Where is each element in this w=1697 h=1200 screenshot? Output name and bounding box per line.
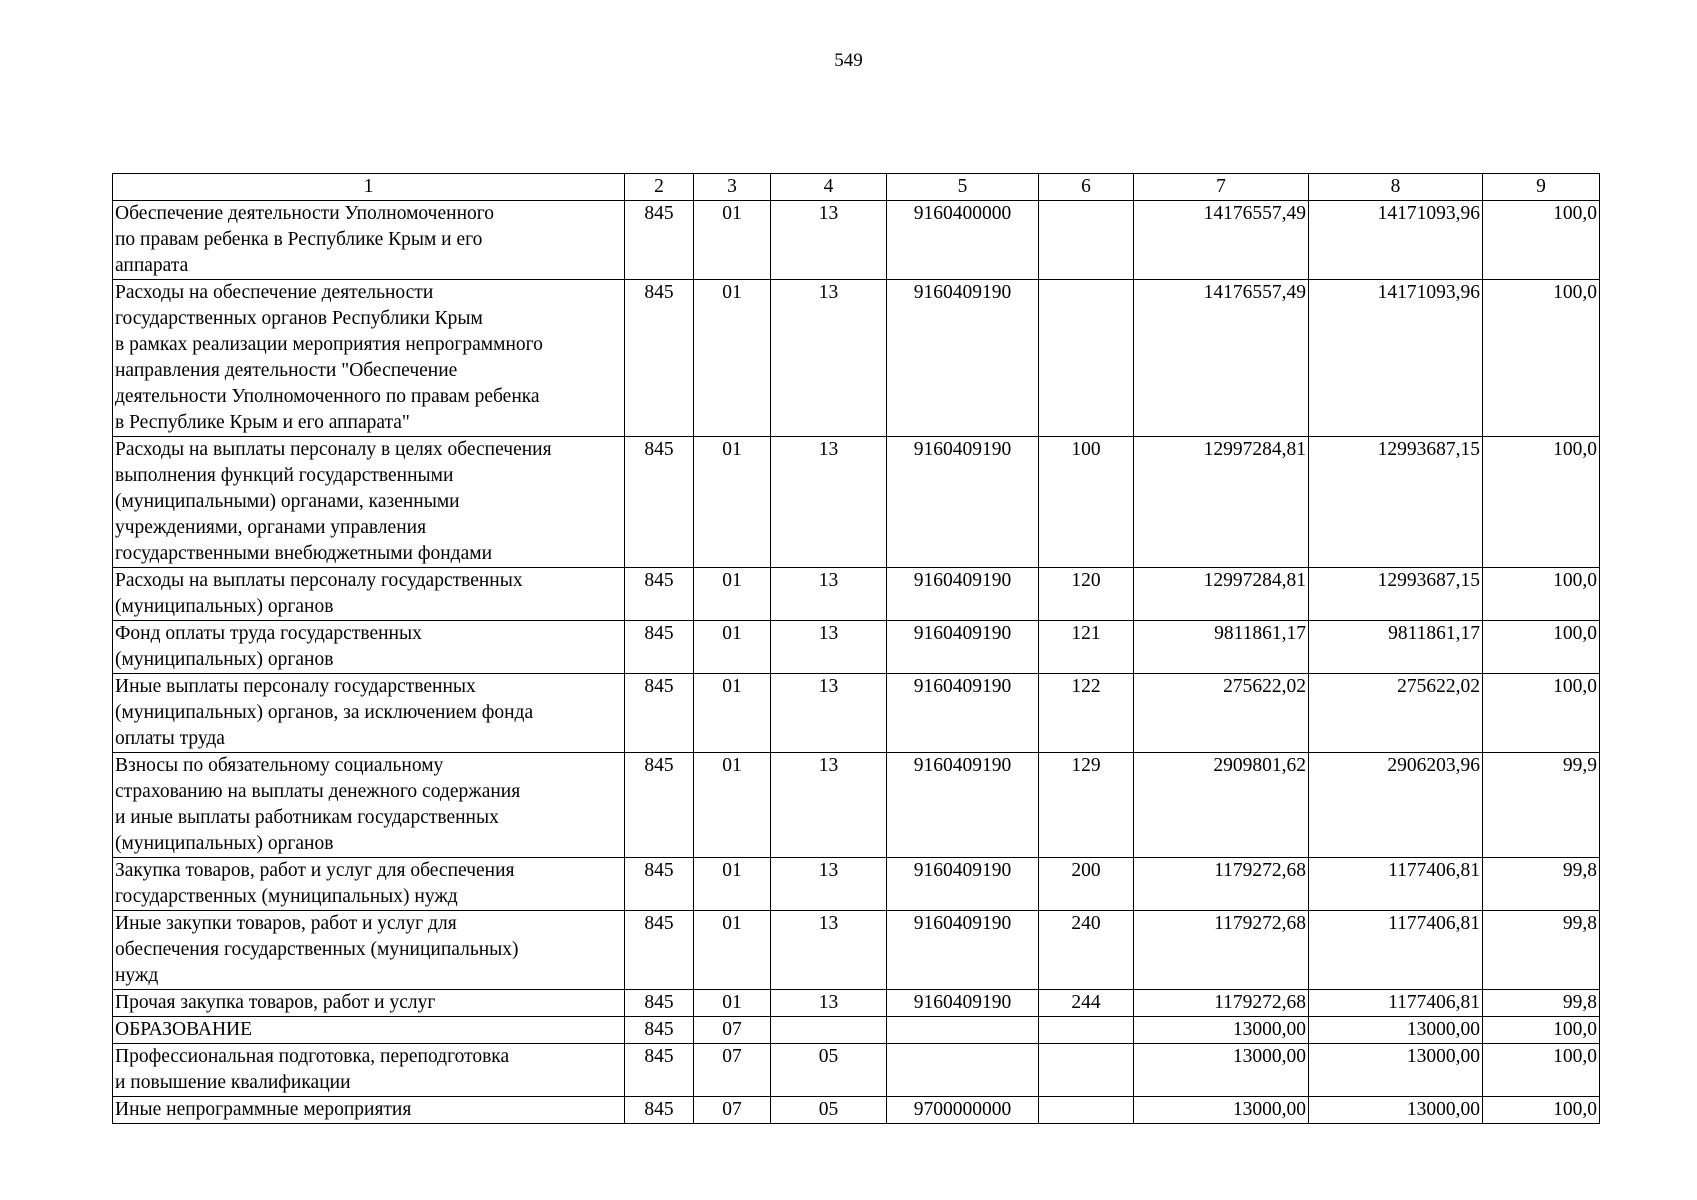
column-header: 9 — [1483, 174, 1600, 201]
row-description — [113, 1017, 625, 1044]
code-target-article: 9160400000 — [887, 201, 1039, 280]
description-line: и иные выплаты работникам государственных — [115, 807, 499, 828]
percent-executed: 100,0 — [1483, 674, 1600, 753]
code-subsection — [771, 1017, 887, 1044]
code-expense-type: 240 — [1039, 911, 1134, 990]
row-description — [113, 911, 625, 990]
table-row — [113, 201, 1600, 280]
code-section: 07 — [694, 1097, 771, 1124]
table-row — [113, 568, 1600, 621]
table-row — [113, 911, 1600, 990]
description-line: аппарата — [115, 255, 189, 276]
code-expense-type: 120 — [1039, 568, 1134, 621]
code-chapter: 845 — [625, 437, 694, 568]
row-description — [113, 674, 625, 753]
code-chapter: 845 — [625, 674, 694, 753]
amount-executed: 1177406,81 — [1309, 858, 1483, 911]
code-target-article — [887, 1044, 1039, 1097]
amount-planned: 12997284,81 — [1134, 568, 1309, 621]
description-line: (муниципальных) органов — [115, 596, 334, 617]
code-section: 01 — [694, 568, 771, 621]
code-target-article — [887, 1017, 1039, 1044]
column-header: 2 — [625, 174, 694, 201]
code-target-article: 9700000000 — [887, 1097, 1039, 1124]
amount-executed: 2906203,96 — [1309, 753, 1483, 858]
code-expense-type: 100 — [1039, 437, 1134, 568]
description-line: государственными внебюджетными фондами — [115, 543, 493, 564]
amount-planned: 13000,00 — [1134, 1044, 1309, 1097]
code-section: 01 — [694, 911, 771, 990]
percent-executed: 99,8 — [1483, 990, 1600, 1017]
column-header: 7 — [1134, 174, 1309, 201]
amount-planned: 14176557,49 — [1134, 201, 1309, 280]
code-subsection: 13 — [771, 437, 887, 568]
description-line: оплаты труда — [115, 728, 225, 749]
description-line: обеспечения государственных (муниципальных) — [115, 939, 519, 960]
code-chapter: 845 — [625, 911, 694, 990]
code-chapter: 845 — [625, 1044, 694, 1097]
amount-executed: 12993687,15 — [1309, 568, 1483, 621]
amount-planned: 14176557,49 — [1134, 280, 1309, 437]
code-section: 07 — [694, 1044, 771, 1097]
description-line: государственных органов Республики Крым — [115, 308, 483, 329]
percent-executed: 100,0 — [1483, 621, 1600, 674]
description-line: (муниципальных) органов, за исключением фонда — [115, 702, 534, 723]
column-header: 1 — [113, 174, 625, 201]
percent-executed: 100,0 — [1483, 1017, 1600, 1044]
row-description — [113, 858, 625, 911]
row-description — [113, 1097, 625, 1124]
amount-planned: 13000,00 — [1134, 1097, 1309, 1124]
code-chapter: 845 — [625, 568, 694, 621]
amount-executed: 1177406,81 — [1309, 990, 1483, 1017]
amount-executed: 1177406,81 — [1309, 911, 1483, 990]
column-header: 5 — [887, 174, 1039, 201]
code-subsection: 13 — [771, 911, 887, 990]
code-section: 01 — [694, 621, 771, 674]
code-subsection: 05 — [771, 1097, 887, 1124]
code-subsection: 13 — [771, 621, 887, 674]
code-chapter: 845 — [625, 990, 694, 1017]
row-description — [113, 568, 625, 621]
table-row — [113, 1097, 1600, 1124]
header-row — [113, 174, 1600, 201]
table-row — [113, 621, 1600, 674]
row-description — [113, 990, 625, 1017]
table-row — [113, 437, 1600, 568]
description-line: (муниципальными) органами, казенными — [115, 491, 460, 512]
table-row — [113, 674, 1600, 753]
row-description — [113, 1044, 625, 1097]
code-subsection: 13 — [771, 753, 887, 858]
percent-executed: 100,0 — [1483, 1097, 1600, 1124]
code-target-article: 9160409190 — [887, 437, 1039, 568]
code-section: 01 — [694, 674, 771, 753]
code-subsection: 13 — [771, 990, 887, 1017]
percent-executed: 99,8 — [1483, 858, 1600, 911]
amount-executed: 12993687,15 — [1309, 437, 1483, 568]
code-section: 01 — [694, 280, 771, 437]
code-section: 01 — [694, 753, 771, 858]
amount-planned: 1179272,68 — [1134, 911, 1309, 990]
row-description — [113, 437, 625, 568]
code-subsection: 13 — [771, 280, 887, 437]
amount-executed: 14171093,96 — [1309, 201, 1483, 280]
description-line: страхованию на выплаты денежного содержания — [115, 781, 521, 802]
code-expense-type — [1039, 280, 1134, 437]
code-target-article: 9160409190 — [887, 990, 1039, 1017]
description-line: Закупка товаров, работ и услуг для обеспечения — [115, 860, 515, 881]
column-header: 8 — [1309, 174, 1483, 201]
code-subsection: 05 — [771, 1044, 887, 1097]
code-expense-type — [1039, 1097, 1134, 1124]
code-target-article: 9160409190 — [887, 568, 1039, 621]
table-row — [113, 1044, 1600, 1097]
description-line: (муниципальных) органов — [115, 649, 334, 670]
description-line: Обеспечение деятельности Уполномоченного — [115, 203, 495, 224]
amount-executed: 13000,00 — [1309, 1097, 1483, 1124]
code-chapter: 845 — [625, 201, 694, 280]
percent-executed: 100,0 — [1483, 201, 1600, 280]
code-expense-type: 122 — [1039, 674, 1134, 753]
amount-executed: 275622,02 — [1309, 674, 1483, 753]
description-line: выполнения функций государственными — [115, 465, 454, 486]
code-section: 07 — [694, 1017, 771, 1044]
code-expense-type: 200 — [1039, 858, 1134, 911]
code-subsection: 13 — [771, 201, 887, 280]
row-description — [113, 280, 625, 437]
amount-executed: 14171093,96 — [1309, 280, 1483, 437]
code-expense-type — [1039, 1044, 1134, 1097]
column-header: 3 — [694, 174, 771, 201]
code-target-article: 9160409190 — [887, 674, 1039, 753]
budget-table — [112, 173, 1600, 1124]
description-line: Иные выплаты персоналу государственных — [115, 676, 476, 697]
row-description — [113, 201, 625, 280]
code-chapter: 845 — [625, 1017, 694, 1044]
column-header: 4 — [771, 174, 887, 201]
percent-executed: 100,0 — [1483, 437, 1600, 568]
code-chapter: 845 — [625, 1097, 694, 1124]
percent-executed: 99,9 — [1483, 753, 1600, 858]
description-line: нужд — [115, 965, 159, 986]
percent-executed: 100,0 — [1483, 568, 1600, 621]
table-row — [113, 753, 1600, 858]
code-target-article: 9160409190 — [887, 753, 1039, 858]
description-line: ОБРАЗОВАНИЕ — [115, 1019, 253, 1040]
code-section: 01 — [694, 201, 771, 280]
code-chapter: 845 — [625, 753, 694, 858]
description-line: в Республике Крым и его аппарата" — [115, 412, 410, 433]
description-line: Фонд оплаты труда государственных — [115, 623, 422, 644]
description-line: Взносы по обязательному социальному — [115, 755, 444, 776]
code-target-article: 9160409190 — [887, 858, 1039, 911]
description-line: Профессиональная подготовка, переподготовка — [115, 1046, 510, 1067]
code-chapter: 845 — [625, 621, 694, 674]
code-target-article: 9160409190 — [887, 911, 1039, 990]
code-target-article: 9160409190 — [887, 280, 1039, 437]
description-line: (муниципальных) органов — [115, 833, 334, 854]
percent-executed: 100,0 — [1483, 280, 1600, 437]
code-expense-type: 129 — [1039, 753, 1134, 858]
code-section: 01 — [694, 990, 771, 1017]
code-expense-type — [1039, 201, 1134, 280]
code-expense-type: 121 — [1039, 621, 1134, 674]
description-line: Расходы на выплаты персоналу в целях обеспечения — [115, 439, 552, 460]
amount-planned: 13000,00 — [1134, 1017, 1309, 1044]
percent-executed: 100,0 — [1483, 1044, 1600, 1097]
code-section: 01 — [694, 437, 771, 568]
description-line: по правам ребенка в Республике Крым и его — [115, 229, 483, 250]
table-row — [113, 280, 1600, 437]
description-line: в рамках реализации мероприятия непрограммного — [115, 334, 543, 355]
amount-planned: 275622,02 — [1134, 674, 1309, 753]
description-line: Иные непрограммные мероприятия — [115, 1099, 412, 1120]
percent-executed: 99,8 — [1483, 911, 1600, 990]
code-chapter: 845 — [625, 280, 694, 437]
table-row — [113, 858, 1600, 911]
code-expense-type: 244 — [1039, 990, 1134, 1017]
code-expense-type — [1039, 1017, 1134, 1044]
code-subsection: 13 — [771, 674, 887, 753]
column-header: 6 — [1039, 174, 1134, 201]
code-subsection: 13 — [771, 568, 887, 621]
row-description — [113, 753, 625, 858]
amount-planned: 1179272,68 — [1134, 990, 1309, 1017]
description-line: Расходы на выплаты персоналу государственных — [115, 570, 523, 591]
amount-planned: 9811861,17 — [1134, 621, 1309, 674]
code-subsection: 13 — [771, 858, 887, 911]
amount-planned: 1179272,68 — [1134, 858, 1309, 911]
code-chapter: 845 — [625, 858, 694, 911]
table-row — [113, 1017, 1600, 1044]
description-line: государственных (муниципальных) нужд — [115, 886, 458, 907]
description-line: и повышение квалификации — [115, 1072, 351, 1093]
description-line: учреждениями, органами управления — [115, 517, 427, 538]
amount-planned: 12997284,81 — [1134, 437, 1309, 568]
description-line: Расходы на обеспечение деятельности — [115, 282, 434, 303]
table-row — [113, 990, 1600, 1017]
code-target-article: 9160409190 — [887, 621, 1039, 674]
code-section: 01 — [694, 858, 771, 911]
amount-executed: 13000,00 — [1309, 1044, 1483, 1097]
amount-planned: 2909801,62 — [1134, 753, 1309, 858]
amount-executed: 13000,00 — [1309, 1017, 1483, 1044]
description-line: направления деятельности "Обеспечение — [115, 360, 458, 381]
row-description — [113, 621, 625, 674]
amount-executed: 9811861,17 — [1309, 621, 1483, 674]
page-number: 549 — [834, 50, 863, 71]
description-line: Иные закупки товаров, работ и услуг для — [115, 913, 457, 934]
table-body — [113, 201, 1600, 1124]
description-line: деятельности Уполномоченного по правам ребенка — [115, 386, 540, 407]
description-line: Прочая закупка товаров, работ и услуг — [115, 992, 436, 1013]
